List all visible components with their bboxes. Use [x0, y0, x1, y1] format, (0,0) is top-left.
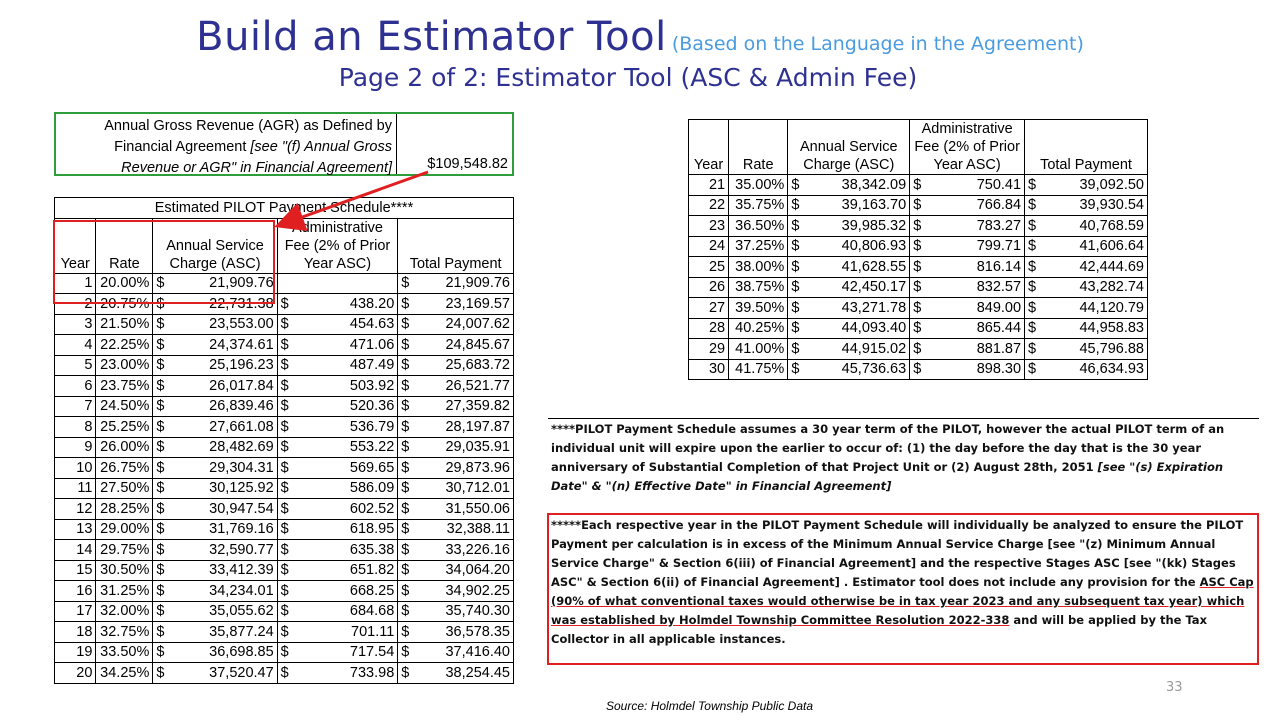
header-admin-line1: Administrative	[291, 219, 383, 236]
cell-total-currency: $	[1025, 277, 1043, 298]
footnote-term-ref: [see "(s) Expiration Date" & "(n) Effective Date" in Financial Agreement]	[551, 460, 1224, 493]
cell-rate: 23.75%	[96, 376, 153, 397]
cell-year: 25	[689, 257, 729, 278]
cell-asc: 39,985.32	[805, 216, 909, 237]
cell-total-currency: $	[398, 478, 415, 499]
cell-year: 27	[689, 298, 729, 319]
cell-year: 20	[55, 663, 96, 684]
cell-total: 35,740.30	[415, 601, 514, 622]
cell-rate: 41.75%	[729, 359, 788, 380]
title-main: Build an Estimator Tool	[196, 14, 667, 60]
cell-admin: 799.71	[927, 236, 1024, 257]
header-year: Year	[689, 120, 729, 175]
cell-admin: 816.14	[927, 257, 1024, 278]
cell-rate: 28.25%	[96, 499, 153, 520]
cell-total-currency: $	[398, 417, 415, 438]
cell-admin-currency: $	[277, 437, 294, 458]
cell-asc-currency: $	[788, 175, 806, 196]
cell-admin-currency: $	[277, 396, 294, 417]
cell-year: 17	[55, 601, 96, 622]
cell-total-currency: $	[1025, 339, 1043, 360]
footnote-asc-cap: ASC Cap (90% of what conventional taxes would otherwise be in tax year 2023 and any subsequent tax year) which was established by Holmdel Township Committee Resolution 2022-338	[551, 575, 1254, 627]
cell-year: 14	[55, 540, 96, 561]
cell-asc-currency: $	[153, 294, 170, 315]
cell-admin: 750.41	[927, 175, 1024, 196]
cell-year: 7	[55, 396, 96, 417]
cell-rate: 20.00%	[96, 273, 153, 294]
cell-asc: 22,731.38	[170, 294, 277, 315]
cell-year: 29	[689, 339, 729, 360]
cell-admin-currency: $	[277, 601, 294, 622]
cell-rate: 20.75%	[96, 294, 153, 315]
agr-label-line1: Annual Gross Revenue (AGR) as Defined by	[104, 118, 392, 134]
cell-admin: 520.36	[295, 396, 398, 417]
cell-asc: 26,017.84	[170, 376, 277, 397]
cell-total-currency: $	[398, 335, 415, 356]
cell-admin: 783.27	[927, 216, 1024, 237]
cell-total: 24,845.67	[415, 335, 514, 356]
footnote-analysis	[551, 516, 1256, 649]
cell-asc-currency: $	[153, 560, 170, 581]
header-admin-line2: Fee (2% of Prior	[284, 237, 391, 254]
cell-asc: 29,304.31	[170, 458, 277, 479]
cell-admin: 701.11	[295, 622, 398, 643]
cell-total: 31,550.06	[415, 499, 514, 520]
cell-year: 23	[689, 216, 729, 237]
cell-asc-currency: $	[788, 195, 806, 216]
cell-admin: 586.09	[295, 478, 398, 499]
slide-subtitle: Page 2 of 2: Estimator Tool (ASC & Admin Fee)	[338, 63, 918, 92]
cell-total: 39,092.50	[1042, 175, 1147, 196]
cell-total: 42,444.69	[1042, 257, 1147, 278]
cell-admin-currency: $	[277, 335, 294, 356]
cell-admin-currency: $	[277, 458, 294, 479]
cell-rate: 39.50%	[729, 298, 788, 319]
cell-total-currency: $	[398, 314, 415, 335]
cell-asc-currency: $	[153, 417, 170, 438]
cell-admin: 733.98	[295, 663, 398, 684]
cell-year: 10	[55, 458, 96, 479]
cell-year: 11	[55, 478, 96, 499]
cell-asc: 30,947.54	[170, 499, 277, 520]
cell-total-currency: $	[398, 499, 415, 520]
cell-total: 39,930.54	[1042, 195, 1147, 216]
cell-admin-currency: $	[277, 560, 294, 581]
cell-asc-currency: $	[788, 298, 806, 319]
cell-admin: 487.49	[295, 355, 398, 376]
cell-year: 8	[55, 417, 96, 438]
cell-total-currency: $	[398, 560, 415, 581]
cell-admin-currency: $	[910, 216, 928, 237]
header-admin-line3: Year ASC)	[933, 157, 1001, 173]
cell-asc-currency: $	[788, 339, 806, 360]
footnote-separator	[548, 418, 1259, 497]
cell-asc: 41,628.55	[805, 257, 909, 278]
cell-total: 24,007.62	[415, 314, 514, 335]
cell-admin-currency: $	[910, 195, 928, 216]
header-year: Year	[55, 218, 96, 273]
cell-total: 25,683.72	[415, 355, 514, 376]
cell-admin-currency: $	[910, 318, 928, 339]
cell-admin: 684.68	[295, 601, 398, 622]
header-asc-line1: Annual Service	[799, 139, 898, 155]
cell-rate: 32.00%	[96, 601, 153, 622]
cell-total-currency: $	[398, 581, 415, 602]
cell-year: 26	[689, 277, 729, 298]
cell-admin: 766.84	[927, 195, 1024, 216]
cell-asc-currency: $	[153, 519, 170, 540]
cell-total-currency: $	[1025, 236, 1043, 257]
cell-asc: 31,769.16	[170, 519, 277, 540]
cell-admin: 881.87	[927, 339, 1024, 360]
cell-admin-currency: $	[277, 355, 294, 376]
cell-year: 12	[55, 499, 96, 520]
cell-asc: 42,450.17	[805, 277, 909, 298]
cell-year: 1	[55, 273, 96, 294]
cell-admin: 635.38	[295, 540, 398, 561]
footnote-analysis-text: *****Each respective year in the PILOT Payment Schedule will individually be analyzed to ensure the PILOT Payment per calculation is in excess of the Minimum Annual Service Charge [see "(z) Minimum Annual Service Charge" & Section 6(iii) of Financial Agreement] and the respective Stages ASC [see "(kk) Stages ASC" & Section 6(ii) of Financial Agreement] . Estimator tool does not include any provision for the	[551, 518, 1244, 589]
cell-asc-currency: $	[788, 216, 806, 237]
cell-admin-currency: $	[910, 277, 928, 298]
cell-asc-currency: $	[153, 355, 170, 376]
cell-total: 26,521.77	[415, 376, 514, 397]
cell-asc: 37,520.47	[170, 663, 277, 684]
cell-total: 30,712.01	[415, 478, 514, 499]
cell-asc: 36,698.85	[170, 642, 277, 663]
cell-total-currency: $	[1025, 318, 1043, 339]
cell-asc-currency: $	[153, 478, 170, 499]
header-rate: Rate	[96, 218, 153, 273]
cell-asc: 38,342.09	[805, 175, 909, 196]
cell-asc-currency: $	[788, 318, 806, 339]
agr-label-line2b: [see "(f) Annual Gross	[250, 139, 392, 155]
cell-asc: 34,234.01	[170, 581, 277, 602]
cell-asc-currency: $	[153, 396, 170, 417]
cell-admin-currency: $	[277, 622, 294, 643]
cell-asc-currency: $	[788, 359, 806, 380]
cell-admin-currency: $	[277, 581, 294, 602]
cell-rate: 25.25%	[96, 417, 153, 438]
cell-admin-currency: $	[277, 540, 294, 561]
cell-total-currency: $	[398, 273, 415, 294]
cell-asc: 30,125.92	[170, 478, 277, 499]
footnote-term-text: ****PILOT Payment Schedule assumes a 30 year term of the PILOT, however the actual PILOT term of an individual unit will expire upon the earlier to occur of: (1) the day before the day that is the 30 year anniversary of Substantial Completion of that Project Unit or (2) August 28th, 2051	[551, 422, 1225, 474]
cell-total-currency: $	[398, 622, 415, 643]
cell-admin: 865.44	[927, 318, 1024, 339]
cell-asc-currency: $	[153, 335, 170, 356]
cell-rate: 29.00%	[96, 519, 153, 540]
cell-rate: 36.50%	[729, 216, 788, 237]
cell-total-currency: $	[1025, 175, 1043, 196]
cell-admin-currency: $	[910, 236, 928, 257]
agr-label-line2a: Financial Agreement	[114, 139, 251, 155]
cell-rate: 38.00%	[729, 257, 788, 278]
cell-asc-currency: $	[153, 581, 170, 602]
cell-asc-currency: $	[153, 499, 170, 520]
cell-admin: 569.65	[295, 458, 398, 479]
cell-admin-currency: $	[910, 298, 928, 319]
cell-rate: 33.50%	[96, 642, 153, 663]
cell-year: 3	[55, 314, 96, 335]
cell-total-currency: $	[398, 540, 415, 561]
cell-rate: 37.25%	[729, 236, 788, 257]
header-total: Total Payment	[398, 218, 514, 273]
cell-year: 22	[689, 195, 729, 216]
cell-total: 46,634.93	[1042, 359, 1147, 380]
cell-total: 27,359.82	[415, 396, 514, 417]
cell-rate: 21.50%	[96, 314, 153, 335]
cell-admin-currency: $	[277, 376, 294, 397]
cell-asc: 24,374.61	[170, 335, 277, 356]
cell-admin: 832.57	[927, 277, 1024, 298]
header-asc-line2: Charge (ASC)	[169, 255, 261, 272]
cell-rate: 26.75%	[96, 458, 153, 479]
cell-total: 34,064.20	[415, 560, 514, 581]
cell-total-currency: $	[398, 396, 415, 417]
cell-admin: 553.22	[295, 437, 398, 458]
cell-total-currency: $	[1025, 257, 1043, 278]
cell-year: 16	[55, 581, 96, 602]
cell-year: 13	[55, 519, 96, 540]
title-note: (Based on the Language in the Agreement)	[671, 33, 1084, 55]
cell-total: 41,606.64	[1042, 236, 1147, 257]
cell-total-currency: $	[398, 601, 415, 622]
cell-admin: 454.63	[295, 314, 398, 335]
cell-year: 2	[55, 294, 96, 315]
cell-asc: 25,196.23	[170, 355, 277, 376]
cell-year: 15	[55, 560, 96, 581]
cell-asc-currency: $	[153, 458, 170, 479]
cell-rate: 23.00%	[96, 355, 153, 376]
cell-asc: 28,482.69	[170, 437, 277, 458]
cell-total-currency: $	[398, 355, 415, 376]
cell-total: 29,873.96	[415, 458, 514, 479]
cell-asc-currency: $	[153, 437, 170, 458]
header-total: Total Payment	[1025, 120, 1148, 175]
cell-year: 18	[55, 622, 96, 643]
cell-admin: 503.92	[295, 376, 398, 397]
footnote-analysis-end: and will be applied by the Tax Collector in all applicable instances.	[551, 613, 1207, 646]
cell-asc: 26,839.46	[170, 396, 277, 417]
cell-admin: 849.00	[927, 298, 1024, 319]
cell-asc-currency: $	[788, 236, 806, 257]
cell-admin-currency: $	[277, 663, 294, 684]
cell-asc: 27,661.08	[170, 417, 277, 438]
cell-total: 28,197.87	[415, 417, 514, 438]
cell-total: 45,796.88	[1042, 339, 1147, 360]
cell-admin-currency: $	[277, 294, 294, 315]
red-arrow	[280, 172, 428, 225]
cell-year: 24	[689, 236, 729, 257]
cell-asc-currency: $	[153, 273, 170, 294]
cell-rate: 22.25%	[96, 335, 153, 356]
cell-asc: 44,915.02	[805, 339, 909, 360]
page-number: 33	[1166, 680, 1183, 695]
cell-asc: 35,055.62	[170, 601, 277, 622]
cell-admin: 618.95	[295, 519, 398, 540]
cell-total: 32,388.11	[415, 519, 514, 540]
cell-rate: 26.00%	[96, 437, 153, 458]
cell-admin: 471.06	[295, 335, 398, 356]
table-title: Estimated PILOT Payment Schedule****	[55, 198, 514, 219]
cell-admin-currency: $	[910, 175, 928, 196]
cell-asc: 45,736.63	[805, 359, 909, 380]
cell-asc-currency: $	[153, 314, 170, 335]
cell-asc: 35,877.24	[170, 622, 277, 643]
cell-total-currency: $	[398, 376, 415, 397]
header-asc-line1: Annual Service	[166, 237, 264, 254]
cell-admin: 717.54	[295, 642, 398, 663]
cell-total-currency: $	[1025, 216, 1043, 237]
cell-total-currency: $	[1025, 195, 1043, 216]
cell-total: 44,120.79	[1042, 298, 1147, 319]
cell-total: 29,035.91	[415, 437, 514, 458]
header-admin-line3: Year ASC)	[303, 255, 372, 272]
cell-asc-currency: $	[153, 642, 170, 663]
cell-total-currency: $	[398, 437, 415, 458]
cell-total: 36,578.35	[415, 622, 514, 643]
cell-asc: 23,553.00	[170, 314, 277, 335]
header-asc-line2: Charge (ASC)	[803, 157, 895, 173]
cell-admin-currency: $	[277, 499, 294, 520]
source-note: Source: Holmdel Township Public Data	[606, 699, 813, 713]
cell-rate: 27.50%	[96, 478, 153, 499]
cell-rate: 24.50%	[96, 396, 153, 417]
cell-total-currency: $	[398, 294, 415, 315]
cell-admin: 438.20	[295, 294, 398, 315]
cell-rate: 30.50%	[96, 560, 153, 581]
cell-total-currency: $	[398, 663, 415, 684]
cell-total: 21,909.76	[415, 273, 514, 294]
cell-year: 9	[55, 437, 96, 458]
cell-rate: 31.25%	[96, 581, 153, 602]
cell-total: 37,416.40	[415, 642, 514, 663]
header-admin-line1: Administrative	[921, 121, 1013, 137]
cell-total-currency: $	[398, 642, 415, 663]
header-rate: Rate	[729, 120, 788, 175]
cell-asc: 21,909.76	[170, 273, 277, 294]
cell-rate: 29.75%	[96, 540, 153, 561]
cell-asc-currency: $	[153, 601, 170, 622]
cell-rate: 41.00%	[729, 339, 788, 360]
cell-asc-currency: $	[153, 376, 170, 397]
cell-asc-currency: $	[153, 663, 170, 684]
cell-asc: 44,093.40	[805, 318, 909, 339]
cell-admin-currency: $	[277, 314, 294, 335]
cell-admin: 668.25	[295, 581, 398, 602]
cell-asc: 40,806.93	[805, 236, 909, 257]
agr-label-line3-text: Revenue or AGR" in Financial Agreement]	[121, 160, 392, 176]
cell-total: 33,226.16	[415, 540, 514, 561]
cell-asc: 33,412.39	[170, 560, 277, 581]
cell-rate: 38.75%	[729, 277, 788, 298]
cell-total: 23,169.57	[415, 294, 514, 315]
cell-year: 4	[55, 335, 96, 356]
cell-admin: 898.30	[927, 359, 1024, 380]
cell-admin-currency: $	[910, 257, 928, 278]
cell-year: 30	[689, 359, 729, 380]
cell-admin: 602.52	[295, 499, 398, 520]
cell-total-currency: $	[1025, 359, 1043, 380]
cell-asc: 32,590.77	[170, 540, 277, 561]
agr-value: $109,548.82	[427, 156, 508, 172]
cell-total: 43,282.74	[1042, 277, 1147, 298]
cell-year: 6	[55, 376, 96, 397]
cell-rate: 40.25%	[729, 318, 788, 339]
cell-rate: 34.25%	[96, 663, 153, 684]
cell-year: 19	[55, 642, 96, 663]
cell-admin-currency: $	[277, 478, 294, 499]
cell-asc-currency: $	[153, 540, 170, 561]
cell-year: 21	[689, 175, 729, 196]
cell-admin-currency: $	[277, 417, 294, 438]
cell-admin: 651.82	[295, 560, 398, 581]
cell-rate: 32.75%	[96, 622, 153, 643]
cell-asc: 43,271.78	[805, 298, 909, 319]
cell-admin: 536.79	[295, 417, 398, 438]
cell-admin-currency: $	[910, 359, 928, 380]
header-admin-line2: Fee (2% of Prior	[914, 139, 1020, 155]
cell-admin-currency: $	[277, 642, 294, 663]
cell-admin-currency: $	[277, 519, 294, 540]
cell-asc-currency: $	[788, 257, 806, 278]
cell-admin-currency: $	[910, 339, 928, 360]
cell-total: 44,958.83	[1042, 318, 1147, 339]
cell-total: 40,768.59	[1042, 216, 1147, 237]
cell-total: 34,902.25	[415, 581, 514, 602]
cell-year: 5	[55, 355, 96, 376]
cell-total: 38,254.45	[415, 663, 514, 684]
cell-asc-currency: $	[788, 277, 806, 298]
cell-asc: 39,163.70	[805, 195, 909, 216]
cell-asc-currency: $	[153, 622, 170, 643]
cell-year: 28	[689, 318, 729, 339]
cell-rate: 35.00%	[729, 175, 788, 196]
cell-rate: 35.75%	[729, 195, 788, 216]
cell-total-currency: $	[398, 458, 415, 479]
cell-total-currency: $	[398, 519, 415, 540]
cell-total-currency: $	[1025, 298, 1043, 319]
